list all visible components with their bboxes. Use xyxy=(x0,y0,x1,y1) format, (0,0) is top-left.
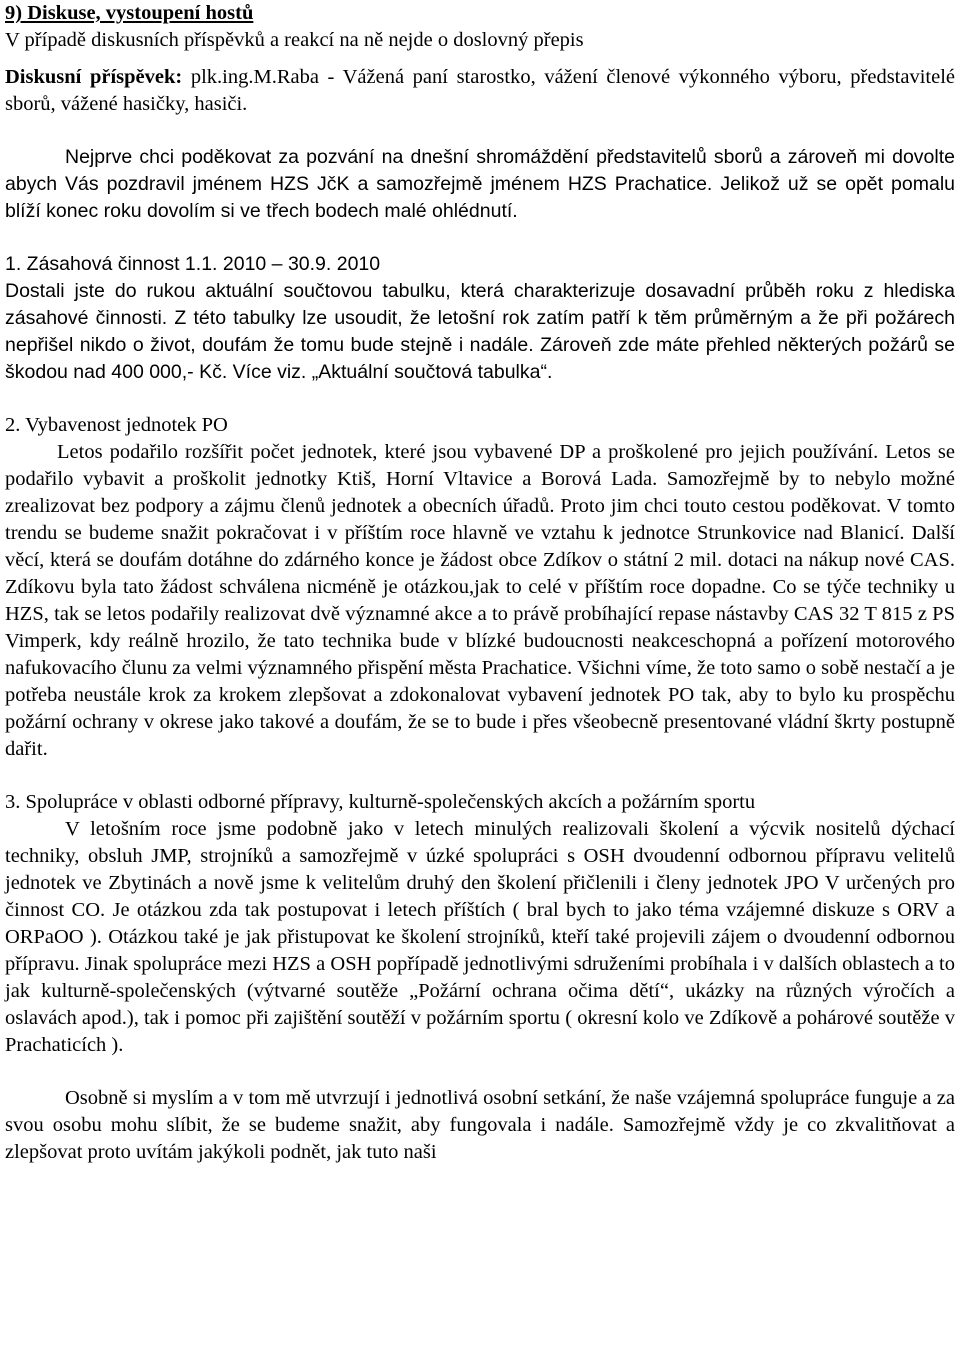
spacer xyxy=(5,1059,955,1085)
spacer xyxy=(5,54,955,64)
spacer xyxy=(5,763,955,789)
closing-paragraph: Osobně si myslím a v tom mě utvrzují i jednotlivá osobní setkání, že naše vzájemná spolupráce funguje a za svou osobu mohu slíbit, že se budeme snažit, aby fungovala i nadále. Samozřejmě vždy je co zkvalitňovat a zlepšovat proto uvítám jakýkoli podnět, jak tuto naši xyxy=(5,1087,955,1163)
document-page xyxy=(5,0,955,1166)
intro-paragraph: Nejprve chci poděkovat za pozvání na dnešní shromáždění představitelů sborů a zároveň mi dovolte abych Vás pozdravil jménem HZS JčK a samozřejmě jménem HZS Prachatice. Jelikož už se opět pomalu blíží konec roku dovolím si ve třech bodech malé ohlédnutí. xyxy=(5,146,955,222)
point-3-body: V letošním roce jsme podobně jako v letech minulých realizovali školení a výcvik nositelů dýchací techniky, obsluh JMP, strojníků a samozřejmě v úzké spolupráci s OSH dvoudenní odbornou přípravu velitelů jednotek ve Zbytinách a nově jsme k velitelům druhý den školení přičlenili i členy jednotek JPO V určených pro činnost CO. Je otázkou zda tak postupovat i letech příštích ( bral bych to jako téma vzájemné diskuze s ORV a ORPaOO ). Otázkou také je jak přistupovat ke školení strojníků, kteří také projevili zájem o dvoudenní odbornou přípravu. Jinak spolupráce mezi HZS a OSH popřípadě jednotlivými sdruženími probíhala i v dalších oblastech a to jak kulturně-společenských (výtvarné soutěže „Požární ochrana očima dětí“, ukázky na různých výročích a oslavách apod.), tak i pomoc při zajištění soutěží v požárním sportu ( okresní kolo ve Zdíkově a pohárové soutěže v Prachaticích ). xyxy=(5,818,955,1056)
spacer xyxy=(5,225,955,251)
point-1-heading: 1. Zásahová činnost 1.1. 2010 – 30.9. 2010 xyxy=(5,253,381,275)
contribution-paragraph xyxy=(5,64,955,118)
point-2-heading: 2. Vybavenost jednotek PO xyxy=(5,414,228,436)
point-3-heading: 3. Spolupráce v oblasti odborné přípravy, kulturně-společenských akcích a požárním sportu xyxy=(5,791,756,813)
spacer xyxy=(5,118,955,144)
section-title: 9) Diskuse, vystoupení hostů xyxy=(5,2,254,24)
section-note: V případě diskusních příspěvků a reakcí na ně nejde o doslovný přepis xyxy=(5,29,584,51)
contribution-greeting: plk.ing.M.Raba - Vážená paní starostko, vážení členové výkonného výboru, představitelé sborů, vážené hasičky, hasiči. xyxy=(5,66,956,115)
point-1-body: Dostali jste do rukou aktuální součtovou tabulku, která charakterizuje dosavadní průběh roku z hlediska zásahové činnosti. Z této tabulky lze usoudit, že letošní rok zatím patří k těm průměrným a že při požárech nepřišel nikdo o život, doufám že tomu bude stejně i nadále. Zároveň zde máte přehled některých požárů se škodou nad 400 000,- Kč. Více viz. „Aktuální součtová tabulka“. xyxy=(5,280,955,383)
point-2-body: Letos podařilo rozšířit počet jednotek, které jsou vybavené DP a proškolené pro jejich používání. Letos se podařilo vybavit a proškolit jednotky Ktiš, Horní Vltavice a Borová Lada. Samozřejmě by to nebylo možné zrealizovat bez podpory a zájmu členů jednotek a obecních úřadů. Proto jim chci touto cestou poděkovat. V tomto trendu se budeme snažit pokračovat i v příštím roce hlavně ve vztahu k jednotce Strunkovice nad Blanicí. Další věcí, která se doufám dotáhne do zdárného konce je žádost obce Zdíkov o státní 2 mil. dotaci na nákup nové CAS. Zdíkovu byla tato žádost schválena nicméně je otázkou,jak to celé v příštím roce dopadne. Co se týče techniky u HZS, tak se letos podařily realizovat dvě významné akce a to právě probíhající repase nástavby CAS 32 T 815 z PS Vimperk, kdy reálně hrozilo, že tato technika bude v blízké budoucnosti neakceschopná a pořízení motorového nafukovacího člunu za velmi významného přispění města Prachatice. Všichni víme, že toto samo o sobě nestačí a je potřeba neustále krok za krokem zlepšovat a zdokonalovat vybavení jednotek PO tak, aby to bylo ku prospěchu požární ochrany v okrese jako takové a doufám, že se to bude i přes všeobecně presentované vládní škrty postupně dařit. xyxy=(5,441,955,760)
spacer xyxy=(5,386,955,412)
contribution-label: Diskusní příspěvek: xyxy=(5,66,183,88)
